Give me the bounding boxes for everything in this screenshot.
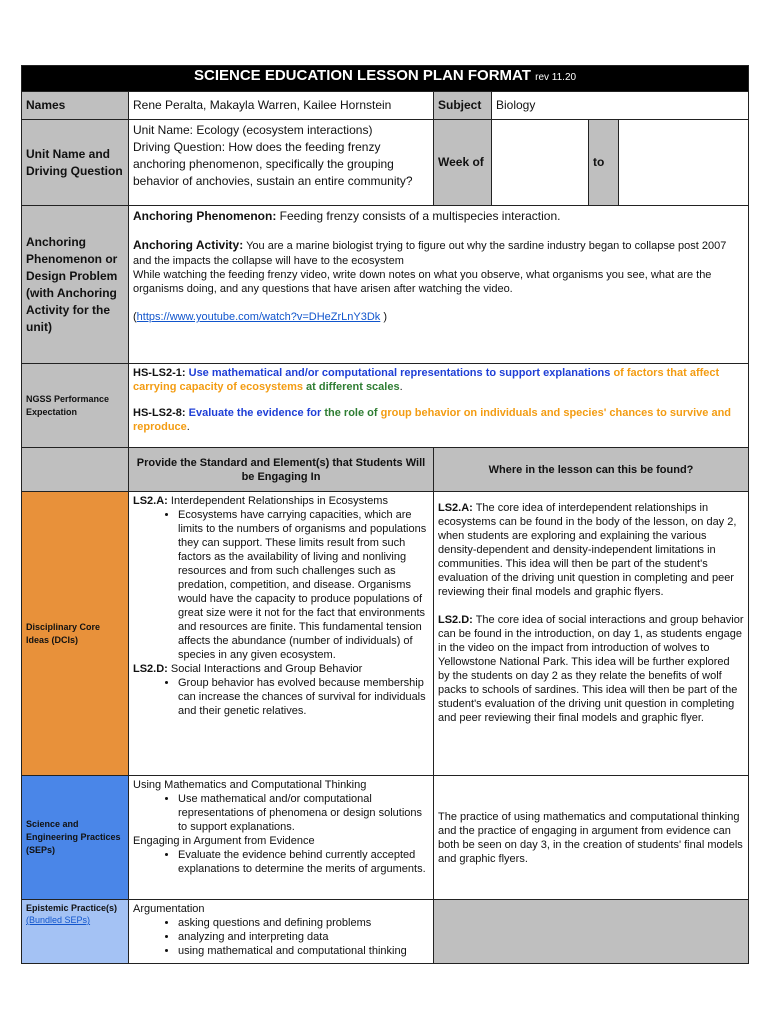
title-row	[22, 66, 749, 92]
anchoring-label: Anchoring Phenomenon or Design Problem (with Anchoring Activity for the unit)	[22, 206, 129, 364]
where-ls2a-code: LS2.A:	[438, 502, 473, 514]
ls2d-bullet: • Group behavior has evolved because membership can increase the chances of survival for individuals and their genetic relatives.	[178, 676, 429, 718]
ls2a-code: LS2.A:	[133, 495, 168, 507]
pe2-part-b: the role of	[324, 407, 378, 419]
ngss-row	[22, 364, 749, 448]
epistemic-where-cell	[434, 900, 749, 964]
revision-label: rev 11.20	[535, 72, 577, 83]
activity-text: You are a marine biologist trying to figure out why the sardine industry began to collapse post 2007 and the impacts the collapse will have to the ecosystem	[133, 240, 727, 267]
week-label: Week of	[434, 120, 492, 206]
phenomenon-text: Feeding frenzy consists of a multispecies interaction.	[279, 209, 561, 223]
anchoring-content: Anchoring Phenomenon: Feeding frenzy consists of a multispecies interaction. Anchoring Activity: You are a marine biologist trying to figure out why the sardine industry began to collapse post 2007 and the impacts the collapse will have to the ecosystem While watching the feeding frenzy video, write down notes on what you observe, what organisms you see, what are the organisms doing, and any questions that have arisen after watching the video. (https://www.youtube.com/watch?v=DHeZrLnY3Dk )	[129, 206, 749, 364]
ls2a-bullet: • Ecosystems have carrying capacities, which are limits to the numbers of organisms and populations they can support. These limits result from such factors as the availability of living and nonliving resources and from such challenges such as predation, competition, and disease. Organisms would have the capacity to produce populations of great size were it not for the fact that environments and resources are finite. This fundamental tension affects the abundance (number of individuals) of species in any given ecosystem.	[178, 508, 429, 662]
dci-standards	[129, 492, 434, 776]
subject-label: Subject	[434, 92, 492, 120]
activity-label: Anchoring Activity:	[133, 238, 244, 252]
where-ls2a-text: The core idea of interdependent relationships in ecosystems can be found in the body of the lesson, on day 2, when students are exploring and explaining the various density-dependent and density-independent limitations in communities. This idea will then be part of the student's evaluation of the driving unit question in completing and peer reviewing their final models and graphic flyers.	[438, 502, 737, 598]
ls2d-title: Social Interactions and Group Behavior	[170, 663, 363, 675]
where-header: Where in the lesson can this be found?	[434, 448, 749, 492]
ls2a-title: Interdependent Relationships in Ecosystems	[170, 495, 388, 507]
epistemic-content	[129, 900, 434, 964]
bundled-seps-link[interactable]: (Bundled SEPs)	[26, 915, 91, 925]
names-label: Names	[22, 92, 129, 120]
pe1-code: HS-LS2-1:	[133, 367, 186, 379]
unit-row	[22, 120, 749, 206]
table-header-row	[22, 448, 749, 492]
pe2-part-c: group behavior on individuals and species' chances to survive and reproduce	[133, 407, 732, 433]
sep-standards	[129, 776, 434, 900]
unit-content	[129, 120, 434, 206]
week-start-field[interactable]	[492, 120, 589, 206]
unit-name: Ecology (ecosystem interactions)	[196, 123, 373, 137]
where-ls2d-code: LS2.D:	[438, 614, 473, 626]
unit-label: Unit Name and Driving Question	[22, 120, 129, 206]
pe1-part-a: Use mathematical and/or computational representations to support explanations	[188, 367, 611, 379]
sep-practice-1: Using Mathematics and Computational Thinking	[133, 779, 367, 791]
sep-practice-1-bullet: • Use mathematical and/or computational representations of phenomena or design solutions to support explanations.	[178, 792, 429, 834]
unit-name-label: Unit Name:	[133, 123, 194, 137]
activity-instructions: While watching the feeding frenzy video, write down notes on what you observe, what organisms you see, what are the organisms doing, and any questions that have arisen after watching the video.	[133, 269, 712, 295]
page-title: SCIENCE EDUCATION LESSON PLAN FORMAT	[193, 67, 531, 84]
pe2-code: HS-LS2-8:	[133, 407, 186, 419]
driving-question-label: Driving Question:	[133, 140, 226, 154]
epistemic-item: • using mathematical and computational thinking	[178, 944, 429, 958]
phenomenon-label: Anchoring Phenomenon:	[133, 209, 277, 223]
to-label: to	[589, 120, 619, 206]
pe1-part-c: at different scales	[306, 381, 400, 393]
pe2-part-a: Evaluate the evidence for	[188, 407, 322, 419]
epistemic-row	[22, 900, 749, 964]
ls2d-code: LS2.D:	[133, 663, 168, 675]
names-row	[22, 92, 749, 120]
epistemic-heading: Argumentation	[133, 903, 205, 915]
anchoring-row	[22, 206, 749, 364]
dci-row	[22, 492, 749, 776]
epistemic-label: Epistemic Practice(s)	[26, 903, 118, 913]
standard-header: Provide the Standard and Element(s) that Students Will be Engaging In	[129, 448, 434, 492]
epistemic-label-cell	[22, 900, 129, 964]
pe1-part-b: of factors that affect carrying capacity of ecosystems	[133, 367, 720, 393]
title-cell	[22, 66, 749, 92]
header-empty-cell	[22, 448, 129, 492]
ngss-label: NGSS Performance Expectation	[22, 364, 129, 448]
youtube-link[interactable]: https://www.youtube.com/watch?v=DHeZrLnY3Dk	[136, 311, 381, 323]
lesson-plan-table	[21, 65, 749, 964]
sep-where: The practice of using mathematics and computational thinking and the practice of engaging in argument from evidence can both be seen on day 3, in the creation of students' final models and graphic flyers.	[434, 776, 749, 900]
names-value: Rene Peralta, Makayla Warren, Kailee Hornstein	[129, 92, 434, 120]
subject-value: Biology	[492, 92, 749, 120]
sep-practice-2: Engaging in Argument from Evidence	[133, 835, 315, 847]
sep-row	[22, 776, 749, 900]
epistemic-item: • asking questions and defining problems	[178, 916, 429, 930]
sep-label: Science and Engineering Practices (SEPs)	[22, 776, 129, 900]
lesson-plan-document	[21, 65, 748, 964]
ngss-content: HS-LS2-1: Use mathematical and/or computational representations to support explanations of factors that affect carrying capacity of ecosystems at different scales. HS-LS2-8: Evaluate the evidence for the role of group behavior on individuals and species' chances to survive and reproduce.	[129, 364, 749, 448]
week-end-field[interactable]	[619, 120, 749, 206]
driving-question: How does the feeding frenzy anchoring phenomenon, specifically the grouping behavior of anchovies, sustain an entire community?	[133, 140, 413, 188]
dci-label: Disciplinary Core Ideas (DCIs)	[22, 492, 129, 776]
epistemic-item: • analyzing and interpreting data	[178, 930, 429, 944]
dci-where	[434, 492, 749, 776]
sep-practice-2-bullet: • Evaluate the evidence behind currently accepted explanations to determine the merits of arguments.	[178, 848, 429, 876]
where-ls2d-text: The core idea of social interactions and group behavior can be found in the introduction, on day 1, as students engage in the video on the impact from introduction of wolves to Yellowstone National Park. This idea will be further explored by the students on day 2 as they relate the benefits of wolf packs to schools of sardines. This idea will then be part of the student's evaluation of the driving unit question in completing and peer reviewing their final models and graphic flyer.	[438, 614, 744, 724]
